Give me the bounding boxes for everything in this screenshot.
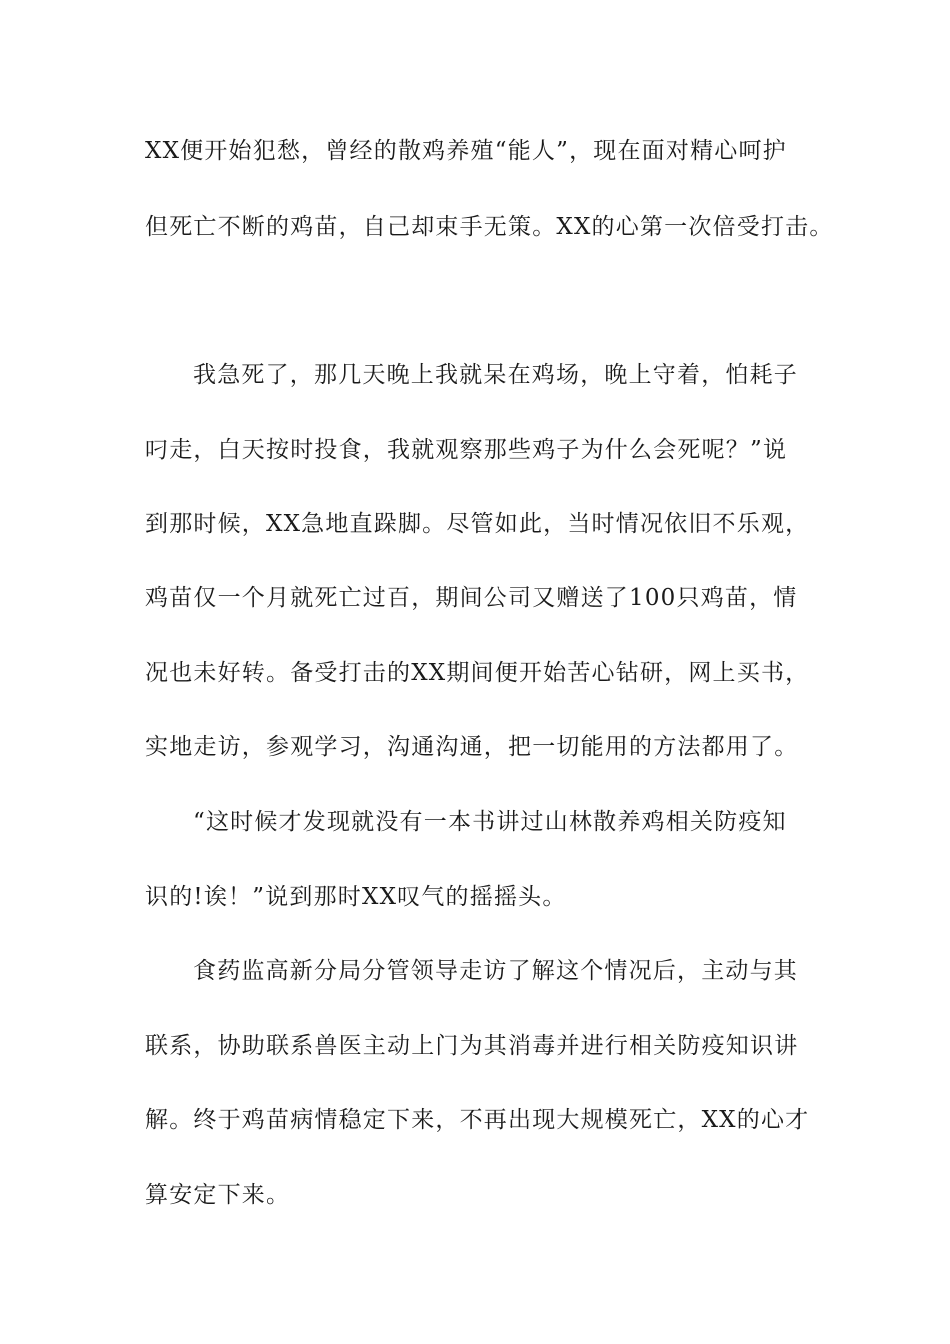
text-line: 实地走访，参观学习，沟通沟通，把一切能用的方法都用了。 <box>145 734 799 760</box>
paragraph-start-line: 我急死了，那几天晚上我就呆在鸡场，晚上守着，怕耗子 <box>193 362 798 388</box>
paragraph-start-line: “这时候才发现就没有一本书讲过山林散养鸡相关防疫知 <box>193 809 787 835</box>
text-line: 联系，协助联系兽医主动上门为其消毒并进行相关防疫知识讲 <box>145 1033 799 1059</box>
text-line: 识的!诶！”说到那时XX叹气的摇摇头。 <box>145 884 567 910</box>
text-line: XX便开始犯愁，曾经的散鸡养殖“能人”，现在面对精心呵护 <box>145 138 787 164</box>
paragraph-start-line: 食药监高新分局分管领导走访了解这个情况后，主动与其 <box>193 958 798 984</box>
text-line: 况也未好转。备受打击的XX期间便开始苦心钻研，网上买书， <box>145 660 810 686</box>
text-line: 到那时候，XX急地直跺脚。尽管如此，当时情况依旧不乐观， <box>145 511 810 537</box>
text-line: 叼走，白天按时投食，我就观察那些鸡子为什么会死呢？”说 <box>145 437 788 463</box>
text-line: 解。终于鸡苗病情稳定下来，不再出现大规模死亡，XX的心才 <box>145 1107 810 1133</box>
text-line: 鸡苗仅一个月就死亡过百，期间公司又赠送了100只鸡苗，情 <box>145 585 798 611</box>
text-line: 但死亡不断的鸡苗，自己却束手无策。XX的心第一次倍受打击。 <box>145 214 834 240</box>
text-line: 算安定下来。 <box>145 1182 291 1208</box>
